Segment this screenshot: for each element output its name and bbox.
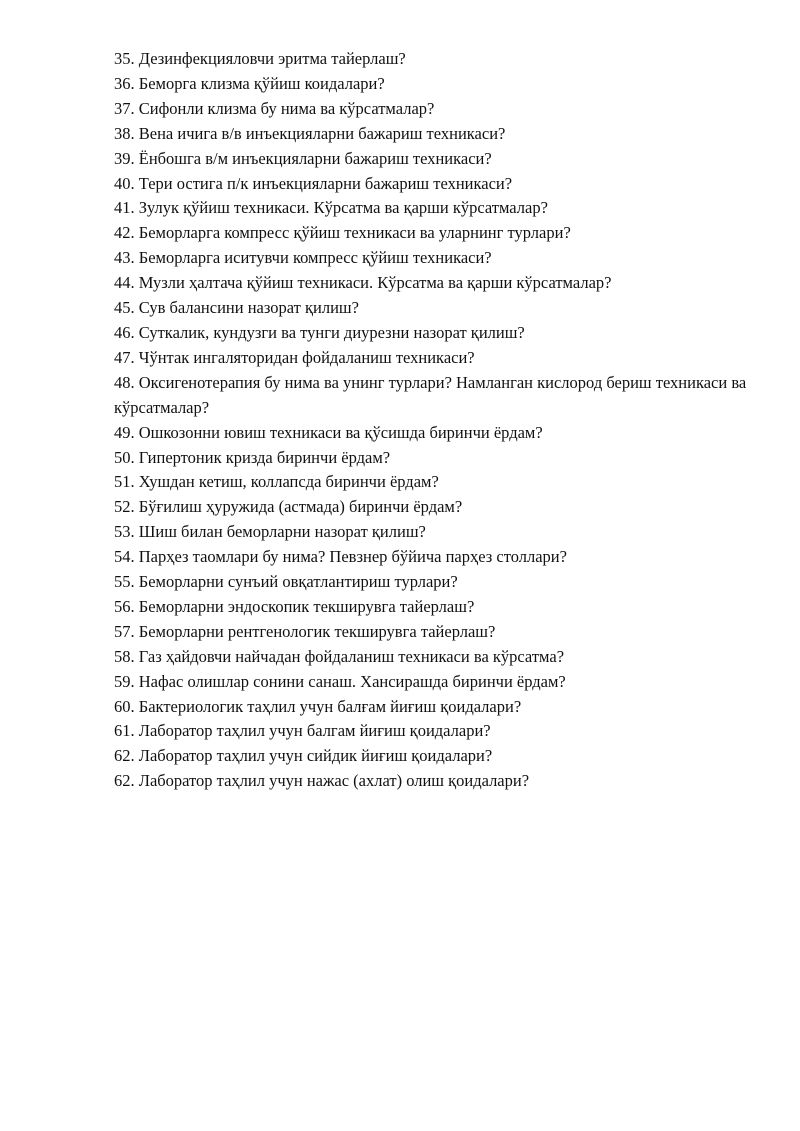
list-item: 62. Лаборатор таҳлил учун сийдик йиғиш қоидалари? (114, 746, 493, 766)
list-item: 35. Дезинфекцияловчи эритма тайерлаш? (114, 49, 406, 68)
list-item: 36. Беморга клизма қўйиш коидалари? (114, 73, 385, 93)
list-item: 51. Хушдан кетиш, коллапсда биринчи ёрдам? (114, 472, 439, 492)
list-item: 52. Бўғилиш ҳуружида (астмада) биринчи ёрдам? (114, 497, 463, 517)
list-item: 62. Лаборатор таҳлил учун нажас (ахлат) олиш қоидалари? (114, 771, 530, 791)
list-item: 39. Ёнбошга в/м инъекцияларни бажариш техникаси? (114, 148, 492, 168)
list-item: 37. Сифонли клизма бу нима ва кўрсатмалар? (114, 98, 435, 118)
list-item: 47. Чўнтак ингаляторидан фойдаланиш техникаси? (114, 347, 475, 367)
list-item: 45. Сув балансини назорат қилиш? (114, 298, 359, 318)
list-item: 59. Нафас олишлар сонини санаш. Хансирашда биринчи ёрдам? (114, 671, 566, 691)
list-item: 48. Оксигенотерапия бу нима ва унинг турлари? Намланган кислород бериш техникаси ва кўрсатмалар? (114, 372, 747, 417)
list-item: 57. Беморларни рентгенологик текширувга тайерлаш? (114, 621, 496, 641)
list-item: 53. Шиш билан беморларни назорат қилиш? (114, 522, 426, 542)
list-item: 46. Суткалик, кундузги ва тунги диурезни назорат қилиш? (114, 322, 525, 342)
list-item: 60. Бактериологик таҳлил учун балғам йиғиш қоидалари? (114, 696, 522, 716)
list-item: 58. Газ ҳайдовчи найчадан фойдаланиш техникаси ва кўрсатма? (114, 646, 565, 666)
list-item: 49. Ошкозонни ювиш техникаси ва қўсишда биринчи ёрдам? (114, 422, 543, 442)
list-item: 50. Гипертоник кризда биринчи ёрдам? (114, 447, 391, 467)
list-item: 38. Вена ичига в/в инъекцияларни бажариш техникаси? (114, 123, 506, 143)
list-item: 41. Зулук қўйиш техникаси. Кўрсатма ва қарши кўрсатмалар? (114, 198, 548, 218)
list-item: 42. Беморларга компресс қўйиш техникаси ва уларнинг турлари? (114, 223, 571, 243)
list-item: 56. Беморларни эндоскопик текширувга тайерлаш? (114, 596, 475, 616)
list-item: 40. Тери остига п/к инъекцияларни бажариш техникаси? (114, 173, 513, 193)
list-item: 54. Парҳез таомлари бу нима? Певзнер бўйича парҳез столлари? (114, 547, 567, 567)
list-item: 61. Лаборатор таҳлил учун балгам йиғиш қоидалари? (114, 721, 491, 741)
list-item: 55. Беморларни сунъий овқатлантириш турлари? (114, 572, 458, 592)
question-list (114, 47, 754, 794)
list-item: 43. Беморларга иситувчи компресс қўйиш техникаси? (114, 248, 492, 268)
list-item: 44. Музли ҳалтача қўйиш техникаси. Кўрсатма ва қарши кўрсатмалар? (114, 273, 612, 293)
